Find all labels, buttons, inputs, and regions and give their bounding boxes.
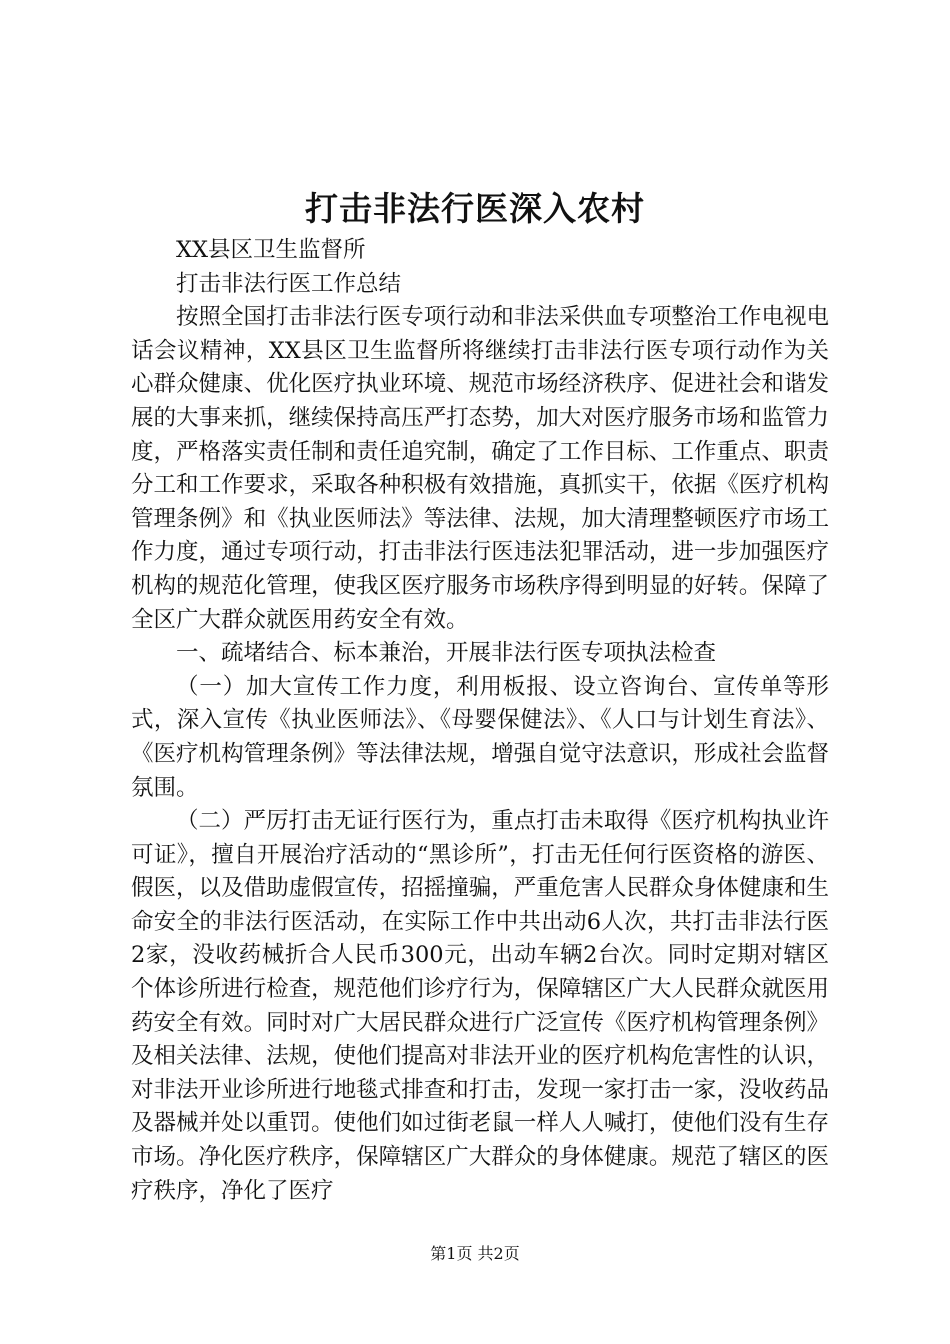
document-title: 打击非法行医深入农村 <box>305 189 645 228</box>
org-line: XX县区卫生监督所 <box>176 237 366 263</box>
paragraph-intro: 按照全国打击非法行医专项行动和非法采供血专项整治工作电视电话会议精神，XX县区卫生监督所将继续打击非法行医专项行动作为关心群众健康、优化医疗执业环境、规范市场经济秩序、促进社会和谐发展的大事来抓，继续保持高压严打态势，加大对医疗服务市场和监管力度，严格落实责任制和责任追究制，确定了工作目标、工作重点、职责分工和工作要求，采取各种积极有效措施，真抓实干，依据《医疗机构管理条例》和《执业医师法》等法律、法规，加大清理整顿医疗市场工作力度，通过专项行动，打击非法行医违法犯罪活动，进一步加强医疗机构的规范化管理，使我区医疗服务市场秩序得到明显的好转。保障了全区广大群众就医用药安全有效。 <box>131 304 829 633</box>
section-heading-1: 一、疏堵结合、标本兼治，开展非法行医专项执法检查 <box>176 640 717 667</box>
page-footer: 第1页 共2页 <box>430 1244 520 1263</box>
paragraph-item-2: （二）严厉打击无证行医行为，重点打击未取得《医疗机构执业许可证》，擅自开展治疗活动的“黑诊所”，打击无任何行医资格的游医、假医，以及借助虚假宣传，招摇撞骗，严重危害人民群众身体健康和生命安全的非法行医活动，在实际工作中共出动6人次，共打击非法行医2家，没收药械折合人民币300元，出动车辆2台次。同时定期对辖区个体诊所进行检查，规范他们诊疗行为，保障辖区广大人民群众就医用药安全有效。同时对广大居民群众进行广泛宣传《医疗机构管理条例》及相关法律、法规，使他们提高对非法开业的医疗机构危害性的认识，对非法开业诊所进行地毯式排查和打击，发现一家打击一家，没收药品及器械并处以重罚。使他们如过街老鼠一样人人喊打，使他们没有生存市场。净化医疗秩序，保障辖区广大群众的身体健康。规范了辖区的医疗秩序，净化了医疗 <box>131 808 829 1204</box>
paragraph-item-1: （一）加大宣传工作力度，利用板报、设立咨询台、宣传单等形式，深入宣传《执业医师法》、《母婴保健法》、《人口与计划生育法》、《医疗机构管理条例》等法律法规，增强自觉守法意识，形成社会监督氛围。 <box>131 673 829 801</box>
document-body <box>131 234 829 1208</box>
subtitle-line: 打击非法行医工作总结 <box>176 270 402 297</box>
